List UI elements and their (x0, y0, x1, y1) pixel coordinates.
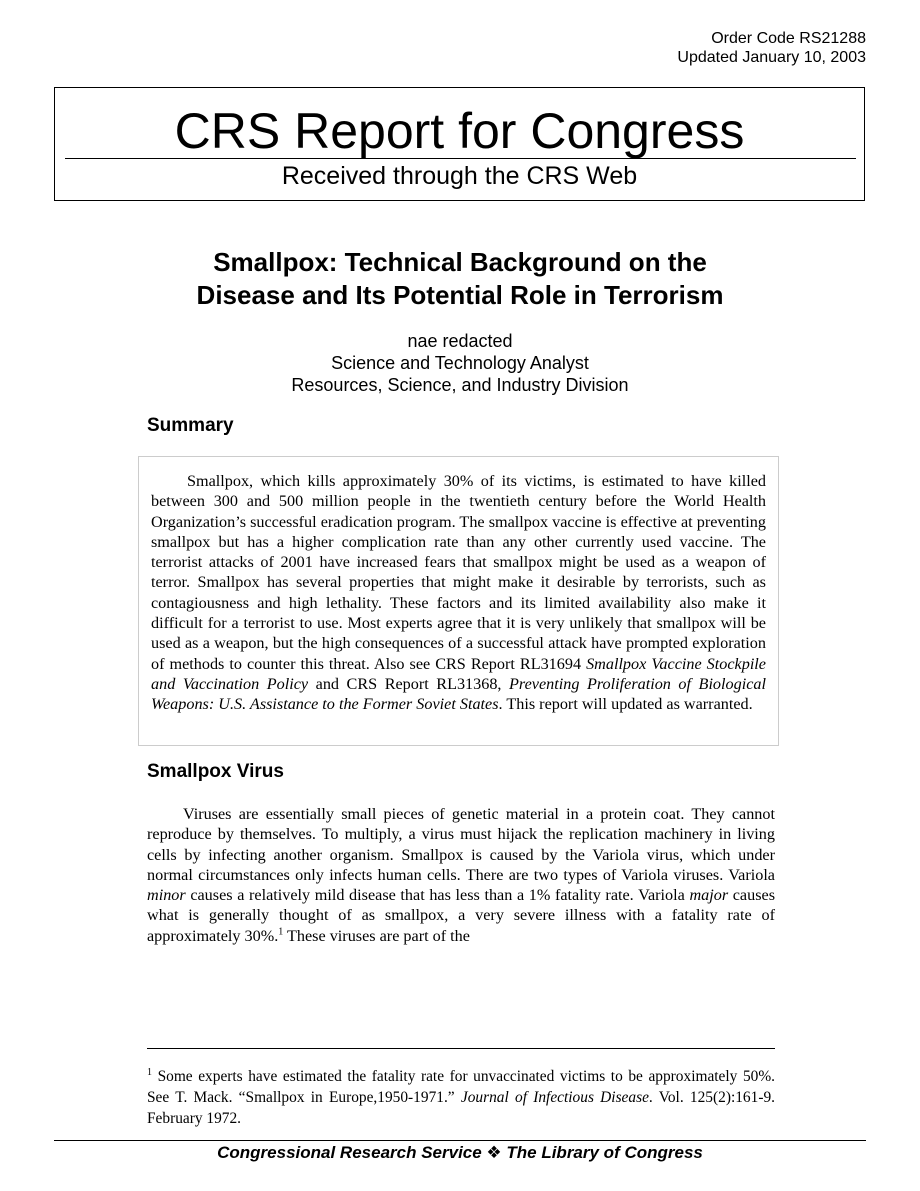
smallpox-virus-body (147, 804, 775, 946)
order-code: Order Code RS21288 (711, 30, 866, 47)
summary-text-c: . This report will updated as warranted. (498, 695, 753, 714)
header-divider (65, 158, 856, 159)
footnote-text-b: . Vol. 125(2):161-9. February 1972. (147, 1089, 775, 1127)
report-header-box (54, 87, 865, 201)
footnote (147, 1066, 775, 1129)
summary-paragraph (151, 471, 766, 715)
footnote-journal-italic: Journal of Infectious Disease (460, 1089, 649, 1106)
author-block (0, 330, 920, 396)
document-title (0, 246, 920, 312)
footnote-reference: 1 (278, 926, 284, 938)
summary-box (138, 456, 779, 746)
summary-text-b: and CRS Report RL31368, (308, 674, 510, 693)
virus-text-c: causes what is generally thought of as smallpox, a very severe illness with a fatality rate of approximately 30%. (147, 886, 775, 945)
footer-divider (54, 1140, 866, 1141)
footnote-text-a: Some experts have estimated the fatality rate for unvaccinated victims to be approximately 50%. See T. Mack. “Smallpox in Europe,1950-1971.” (147, 1068, 775, 1106)
updated-date: Updated January 10, 2003 (677, 49, 866, 66)
summary-heading: Summary (147, 415, 234, 436)
virus-text-a: Viruses are essentially small pieces of genetic material in a protein coat. They cannot reproduce by themselves. To multiply, a virus must hijack the replication machinery in living cells by infecting another organism. Smallpox is caused by the Variola virus, which under normal circumstances only infects human cells. There are two types of Variola viruses. Variola (147, 805, 775, 884)
order-info (677, 29, 866, 67)
virus-text-d: These viruses are part of the (283, 926, 470, 945)
summary-italic-title-2: Preventing Proliferation of Biological Weapons: U.S. Assistance to the Former Soviet States (151, 674, 766, 714)
report-title: CRS Report for Congress (174, 103, 745, 159)
virus-paragraph (147, 804, 775, 946)
author-division: Resources, Science, and Industry Division (291, 375, 629, 395)
summary-text-a: Smallpox, which kills approximately 30% of its victims, is estimated to have killed between 300 and 500 million people in the twentieth century before the World Health Organization’s successful eradication program. The smallpox vaccine is effective at preventing smallpox but has a higher complication rate than any other currently used vaccine. The terrorist attacks of 2001 have increased fears that smallpox might be used as a weapon of terror. Smallpox has several properties that might make it desirable by terrorists, such as contagiousness and high lethality. These factors and its limited availability also make it difficult for a terrorist to use. Most experts agree that it is very unlikely that smallpox will be used as a weapon, but the high consequences of a successful attack have prompted exploration of methods to counter this threat. Also see CRS Report RL31694 (151, 472, 766, 673)
author-position: Science and Technology Analyst (331, 353, 589, 373)
variola-major-italic: major (689, 886, 729, 905)
summary-italic-title-1: Smallpox Vaccine Stockpile and Vaccination Policy (151, 654, 766, 693)
document-title-line-1: Smallpox: Technical Background on the (213, 247, 707, 277)
variola-minor-italic: minor (147, 886, 186, 905)
footnote-divider (147, 1048, 775, 1049)
footnote-number: 1 (147, 1066, 152, 1078)
smallpox-virus-heading: Smallpox Virus (147, 761, 284, 782)
virus-text-b: causes a relatively mild disease that has less than a 1% fatality rate. Variola (185, 886, 690, 905)
author-name: nae redacted (407, 331, 513, 351)
document-title-line-2: Disease and Its Potential Role in Terrorism (196, 280, 724, 310)
page-footer: Congressional Research Service ❖ The Library of Congress (217, 1143, 703, 1162)
report-subtitle: Received through the CRS Web (281, 162, 638, 190)
